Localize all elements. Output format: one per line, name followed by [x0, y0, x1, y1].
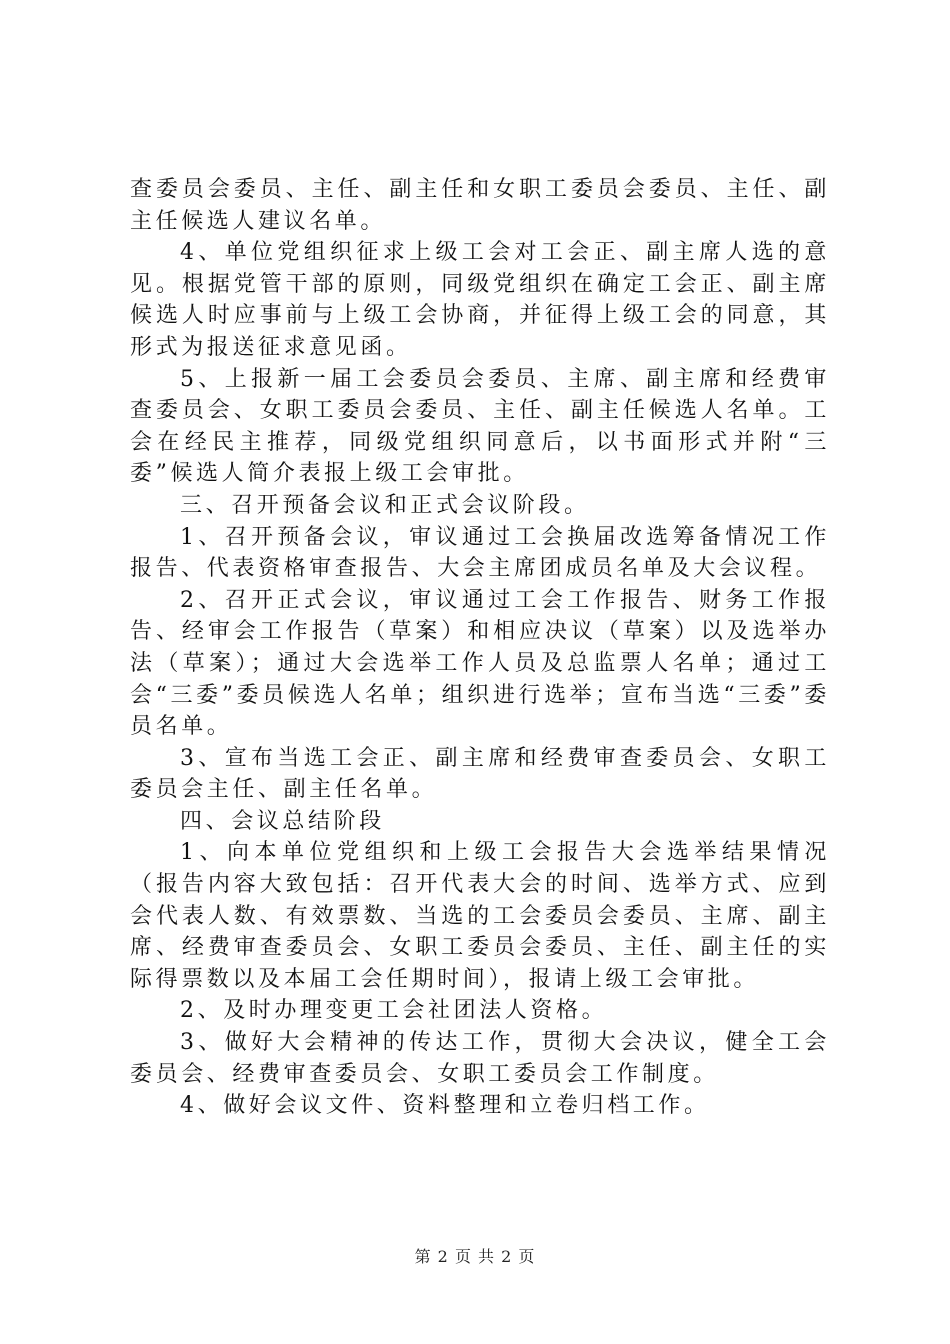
paragraph: 1、向本单位党组织和上级工会报告大会选举结果情况（报告内容大致包括：召开代表大会的时间、选举方式、应到会代表人数、有效票数、当选的工会委员会委员、主席、副主席、经费审查委员会、女职工委员会委员、主任、副主任的实际得票数以及本届工会任期时间），报请上级工会审批。 [130, 840, 830, 992]
paragraph: 4、做好会议文件、资料整理和立卷归档工作。 [180, 1093, 710, 1119]
paragraph: 查委员会委员、主任、副主任和女职工委员会委员、主任、副主任候选人建议名单。 [130, 177, 830, 234]
section-heading: 四、会议总结阶段 [180, 808, 385, 834]
paragraph: 3、做好大会精神的传达工作，贯彻大会决议，健全工会委员会、经费审查委员会、女职工委员会工作制度。 [130, 1030, 830, 1087]
paragraph: 1、召开预备会议，审议通过工会换届改选筹备情况工作报告、代表资格审查报告、大会主席团成员名单及大会议程。 [130, 524, 830, 582]
paragraph: 3、宣布当选工会正、副主席和经费审查委员会、女职工委员会主任、副主任名单。 [130, 745, 830, 803]
section-heading: 三、召开预备会议和正式会议阶段。 [180, 492, 590, 518]
document-body [130, 174, 830, 1122]
paragraph: 2、及时办理变更工会社团法人资格。 [180, 998, 608, 1024]
paragraph: 2、召开正式会议，审议通过工会工作报告、财务工作报告、经审会工作报告（草案）和相应决议（草案）以及选举办法（草案）；通过大会选举工作人员及总监票人名单；通过工会“三委”委员候选人名单；组织进行选举；宣布当选“三委”委员名单。 [130, 587, 830, 740]
paragraph: 4、单位党组织征求上级工会对工会正、副主席人选的意见。根据党管干部的原则，同级党组织在确定工会正、副主席候选人时应事前与上级工会协商，并征得上级工会的同意，其形式为报送征求意见函。 [130, 240, 830, 360]
page-number-footer: 第 2 页 共 2 页 [414, 1247, 536, 1266]
paragraph: 5、上报新一届工会委员会委员、主席、副主席和经费审查委员会、女职工委员会委员、主任、副主任候选人名单。工会在经民主推荐，同级党组织同意后，以书面形式并附“三委”候选人简介表报上级工会审批。 [130, 366, 830, 487]
